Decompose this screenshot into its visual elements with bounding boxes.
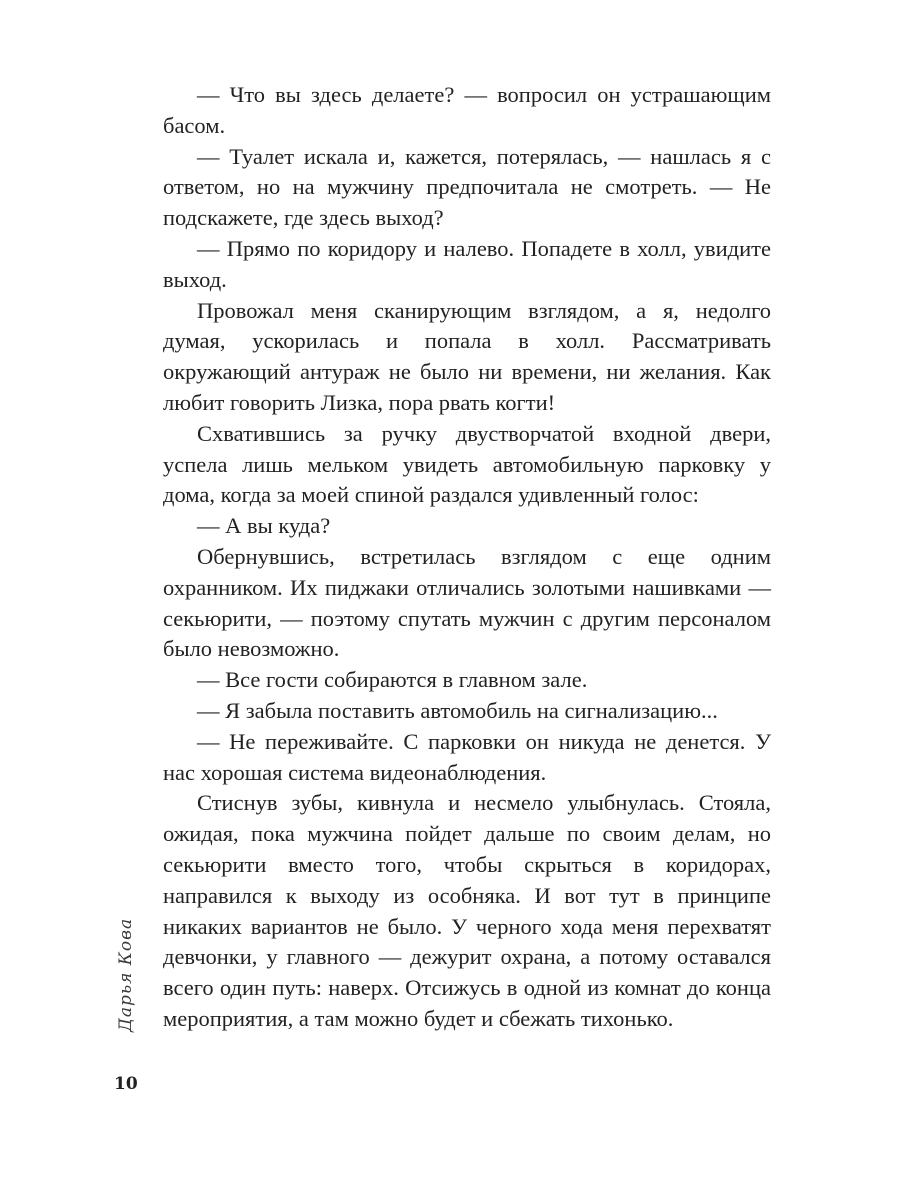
paragraph: — Все гости собираются в главном зале. xyxy=(197,667,588,693)
paragraph: — А вы куда? xyxy=(197,513,331,539)
paragraph: Провожал меня сканирующим взглядом, а я, недолго думая, ускорилась и попала в холл. Рассматривать окружающий антураж не было ни времени, ни желания. Как любит говорить Лизка, пора рвать когти! xyxy=(163,297,771,415)
paragraph: — Туалет искала и, кажется, потерялась, — нашлась я с ответом, но на мужчину предпочитала не смотреть. — Не подскажете, где здесь выход? xyxy=(163,143,771,231)
page-number: 10 xyxy=(114,1074,138,1094)
paragraph: — Прямо по коридору и налево. Попадете в холл, увидите выход. xyxy=(163,235,771,292)
paragraph: Схватившись за ручку двустворчатой входной двери, успела лишь мельком увидеть автомобильную парковку у дома, когда за моей спиной раздался удивленный голос: xyxy=(163,420,771,508)
paragraph: — Не переживайте. С парковки он никуда не денется. У нас хорошая система видеонаблюдения. xyxy=(163,728,771,785)
paragraph: — Что вы здесь делаете? — вопросил он устрашающим басом. xyxy=(163,82,771,138)
paragraph: Обернувшись, встретилась взглядом с еще одним охранником. Их пиджаки отличались золотыми нашивками — секьюрити, — поэтому спутать мужчин с другим персоналом было невозможно. xyxy=(163,543,771,662)
page-text xyxy=(163,80,771,1035)
paragraph: Стиснув зубы, кивнула и несмело улыбнулась. Стояла, ожидая, пока мужчина пойдет дальше по своим делам, но секьюрити вместо того, чтобы скрыться в коридорах, направился к выходу из особняка. И вот тут в принципе никаких вариантов не было. У черного хода меня перехватят девчонки, у главного — дежурит охрана, а потому оставался всего один путь: наверх. Отсижусь в одной из комнат до конца мероприятия, а там можно будет и сбежать тихонько. xyxy=(163,790,771,1031)
paragraph: — Я забыла поставить автомобиль на сигнализацию... xyxy=(197,697,718,723)
author-vertical-label: Дарья Кова xyxy=(116,917,136,1032)
